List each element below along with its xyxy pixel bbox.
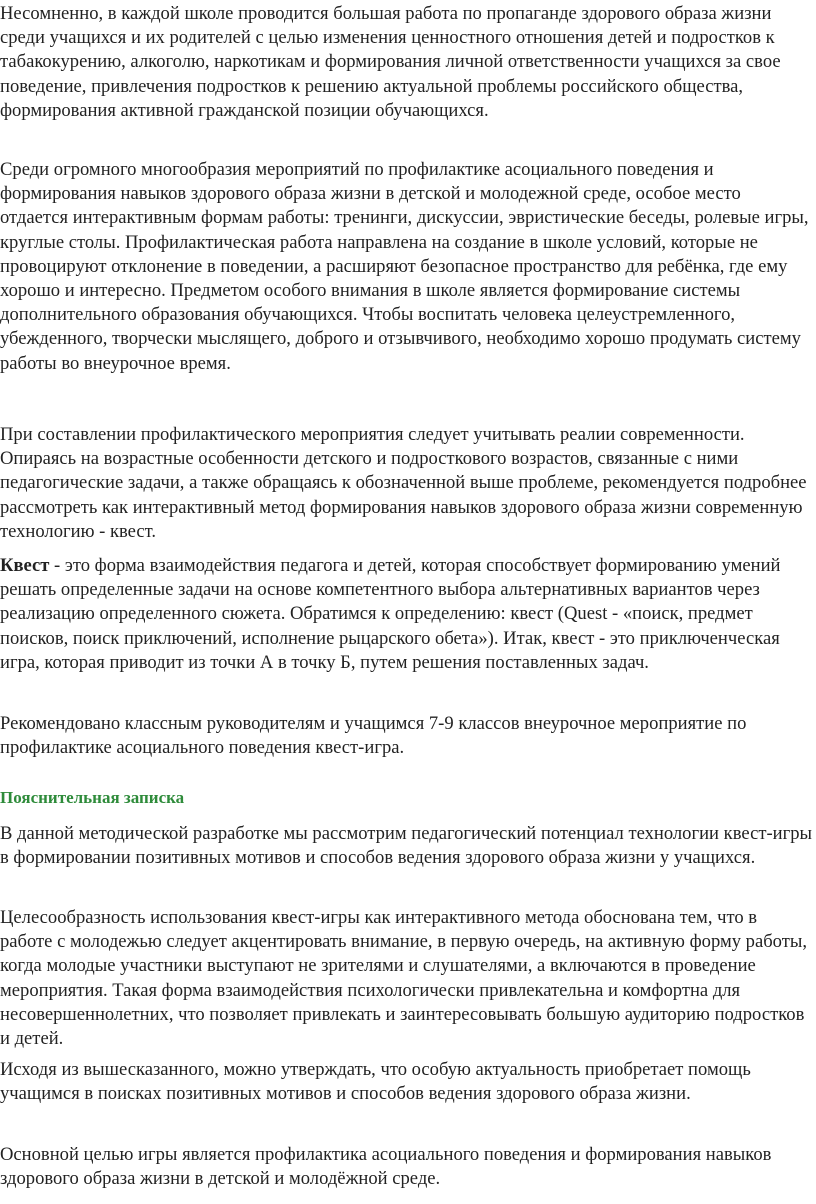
paragraph-interactive-forms: Среди огромного многообразия мероприятий по профилактике асоциального поведения и формирования навыков здорового образа жизни в детской и молодежной среде, особое место отдается интерактивным формам работы: тренинги, дискуссии, эвристические беседы, ролевые игры, круглые столы. Профилактическая работа направлена на создание в школе условий, которые не провоцируют отклонение в поведении, а расширяют безопасное пространство для ребёнка, где ему хорошо и интересно. Предметом особого внимания в школе является формирование системы дополнительного образования обучающихся. Чтобы воспитать человека целеустремленного, убежденного, творчески мыслящего, доброго и отзывчивого, необходимо хорошо продумать систему работы во внеурочное время.: [0, 159, 809, 374]
quest-term: Квест: [0, 555, 50, 576]
quest-definition-text: - это форма взаимодействия педагога и детей, которая способствует формированию умений решать определенные задачи на основе компетентного выбора альтернативных вариантов через реализацию определенного сюжета. Обратимся к определению: квест (Quest - «поиск, предмет поисков, поиск приключений, исполнение рыцарского обета»). Итак, квест - это приключенческая игра, которая приводит из точки А в точку Б, путем решения поставленных задач.: [0, 555, 781, 673]
paragraph-modern-realities: При составлении профилактического мероприятия следует учитывать реалии современности. Опираясь на возрастные особенности детского и подросткового возрастов, связанные с ними педагогические задачи, а также обращаясь к обозначенной выше проблеме, рекомендуется подробнее рассмотреть как интерактивный метод формирования навыков здорового образа жизни современную технологию - квест.: [0, 424, 807, 542]
paragraph-goal: Основной целью игры является профилактика асоциального поведения и формирования навыков здорового образа жизни в детской и молодёжной среде.: [0, 1144, 772, 1190]
section-heading: Пояснительная записка: [0, 788, 185, 807]
paragraph-methodology: В данной методической разработке мы рассмотрим педагогический потенциал технологии квест-игры в формировании позитивных мотивов и способов ведения здорового образа жизни у учащихся.: [0, 823, 813, 869]
paragraph-rationale: Целесообразность использования квест-игры как интерактивного метода обоснована тем, что в работе с молодежью следует акцентировать внимание, в первую очередь, на активную форму работы, когда молодые участники выступают не зрителями и слушателями, а включаются в проведение мероприятия. Такая форма взаимодействия психологически привлекательна и комфортна для несовершеннолетних, что позволяет привлекать и заинтересовывать большую аудиторию подростков и детей.: [0, 907, 808, 1050]
paragraph-recommendation: Рекомендовано классным руководителям и учащимся 7-9 классов внеурочное мероприятие по профилактике асоциального поведения квест-игра.: [0, 713, 747, 759]
paragraph-quest-definition: [0, 554, 812, 675]
paragraph-intro: Несомненно, в каждой школе проводится большая работа по пропаганде здорового образа жизни среди учащихся и их родителей с целью изменения ценностного отношения детей и подростков к табакокурению, алкоголю, наркотикам и формирования личной ответственности учащихся за свое поведение, привлечения подростков к решению актуальной проблемы российского общества, формирования активной гражданской позиции обучающихся.: [0, 3, 781, 121]
paragraph-relevance: Исходя из вышесказанного, можно утверждать, что особую актуальность приобретает помощь учащимся в поисках позитивных мотивов и способов ведения здорового образа жизни.: [0, 1059, 751, 1105]
